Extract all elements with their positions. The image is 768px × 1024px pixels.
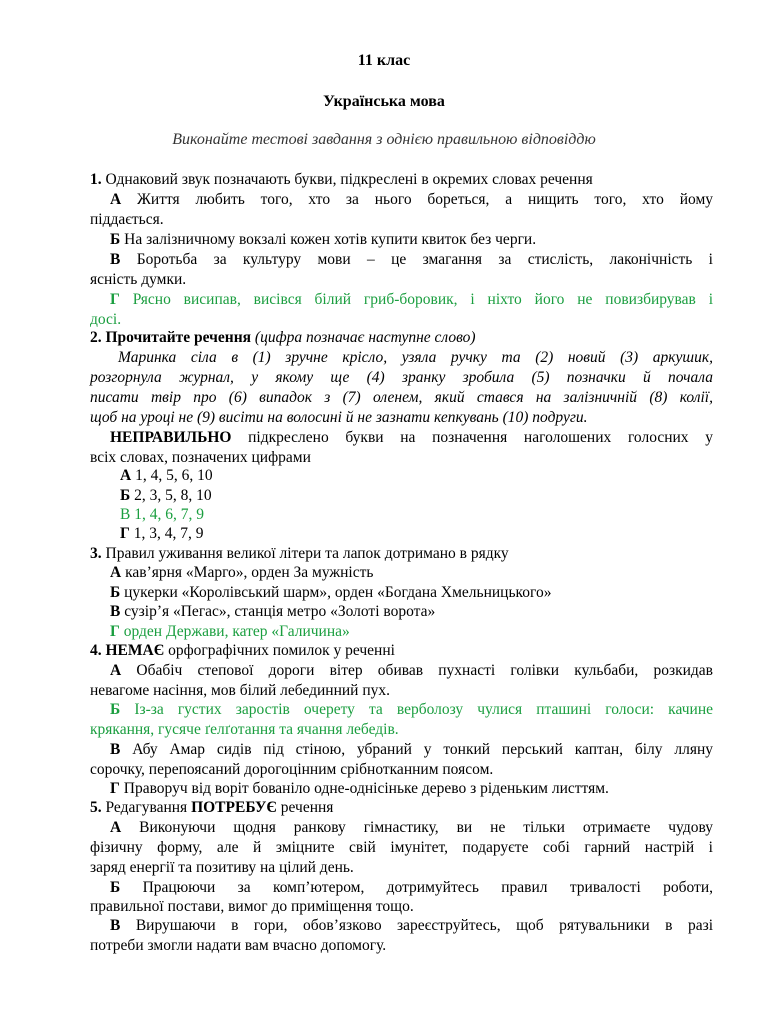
q5-option-c-cont: потреби змогли надати вам вчасно допомогу. [90, 937, 387, 954]
q2-stem: 2. Прочитайте речення (цифра позначає наступне слово) [90, 329, 476, 346]
q1-option-b: Б На залізничному вокзалі кожен хотів купити квиток без черги. [110, 231, 537, 248]
q5-option-a: А Виконуючи щодня ранкову гімнастику, ви не тільки отримаєте чудову [110, 819, 714, 836]
q5-option-b: Б Працюючи за комп’ютером, дотримуйтесь правил тривалості роботи, [110, 879, 713, 896]
q2-option-b: Б 2, 3, 5, 8, 10 [120, 487, 212, 504]
q3-option-d-correct: Г орден Держави, катер «Галичина» [110, 623, 350, 640]
q4-option-b-correct: Б Із-за густих заростів очерету та верболозу чулися пташині голоси: качине [110, 701, 713, 718]
q2-option-a: А 1, 4, 5, 6, 10 [120, 467, 213, 484]
q4-option-c-cont: сорочку, перепоясаний дорогоцінним срібнотканним поясом. [90, 761, 494, 778]
q5-option-a-cont: фізичну форму, але й зміцните свій імунітет, подаруєте собі гарний настрій і [90, 839, 713, 856]
q1-option-d-correct: Г Рясно висипав, висівся білий гриб-боровик, і ніхто його не повизбирував і [110, 291, 714, 308]
q2-passage-line: щоб на уроці не (9) висіти на волосині й не зазнати кепкувань (10) подруги. [90, 409, 588, 426]
q2-passage-line: писати твір про (6) випадок з (7) оленем, який стався на залізничній (8) колії, [90, 389, 713, 406]
q4-option-b-cont: крякання, гусяче ґелґотання та ячання лебедів. [90, 721, 399, 738]
q1-option-c: В Боротьба за культуру мови – це змагання за стислість, лаконічність і [110, 251, 713, 268]
q3-option-a: А кав’ярня «Марго», орден За мужність [110, 564, 374, 581]
q4-option-c: В Абу Амар сидів під стіною, убраний у тонкий перський каптан, білу лляну [110, 741, 714, 758]
q4-stem: 4. НЕМАЄ орфографічних помилок у реченні [90, 642, 395, 659]
instruction: Виконайте тестові завдання з однією правильною відповіддю [172, 131, 596, 148]
q5-stem: 5. Редагування ПОТРЕБУЄ речення [90, 799, 334, 816]
q5-option-c: В Вирушаючи в гори, обов’язково зареєструйтесь, щоб рятувальники в разі [110, 917, 713, 934]
q4-option-a: А Обабіч степової дороги вітер обивав пухнасті голівки кульбаби, розкидав [110, 662, 714, 679]
q1-option-c-cont: ясність думки. [90, 271, 187, 288]
q2-passage-line: розгорнула журнал, у якому ще (4) зранку зробила (5) позначки й почала [90, 369, 713, 386]
subject-title: Українська мова [323, 93, 445, 110]
q2-option-d: Г 1, 3, 4, 7, 9 [120, 525, 204, 542]
q2-instruction-cont: всіх словах, позначених цифрами [90, 449, 311, 466]
q1-stem: 1. Однаковий звук позначають букви, підкреслені в окремих словах речення [90, 171, 593, 188]
q2-passage-line: Маринка сіла в (1) зручне крісло, узяла ручку та (2) новий (3) аркушик, [118, 349, 713, 366]
q5-option-b-cont: правильної постави, вимог до приміщення тощо. [90, 898, 414, 915]
q1-option-d-cont: досі. [90, 311, 122, 328]
q4-option-a-cont: невагоме насіння, мов білий лебединний пух. [90, 682, 391, 699]
q1-option-a-cont: піддається. [90, 211, 164, 228]
q4-option-d: Г Праворуч від воріт бованіло одне-однісіньке дерево з ріденьким листтям. [110, 780, 609, 797]
q1-option-a: А Життя любить того, хто за нього бореться, а нищить того, хто йому [110, 191, 713, 208]
q3-option-c: В сузір’я «Пегас», станція метро «Золоті ворота» [110, 603, 436, 620]
q3-stem: 3. Правил уживання великої літери та лапок дотримано в рядку [90, 545, 509, 562]
grade-title: 11 клас [357, 52, 411, 69]
q2-option-c-correct: В 1, 4, 6, 7, 9 [120, 506, 204, 523]
q3-option-b: Б цукерки «Королівський шарм», орден «Богдана Хмельницького» [110, 584, 552, 601]
q5-option-a-cont: заряд енергії та позитиву на цілий день. [90, 859, 354, 876]
q2-instruction: НЕПРАВИЛЬНО підкреслено букви на позначення наголошених голосних у [110, 429, 713, 446]
